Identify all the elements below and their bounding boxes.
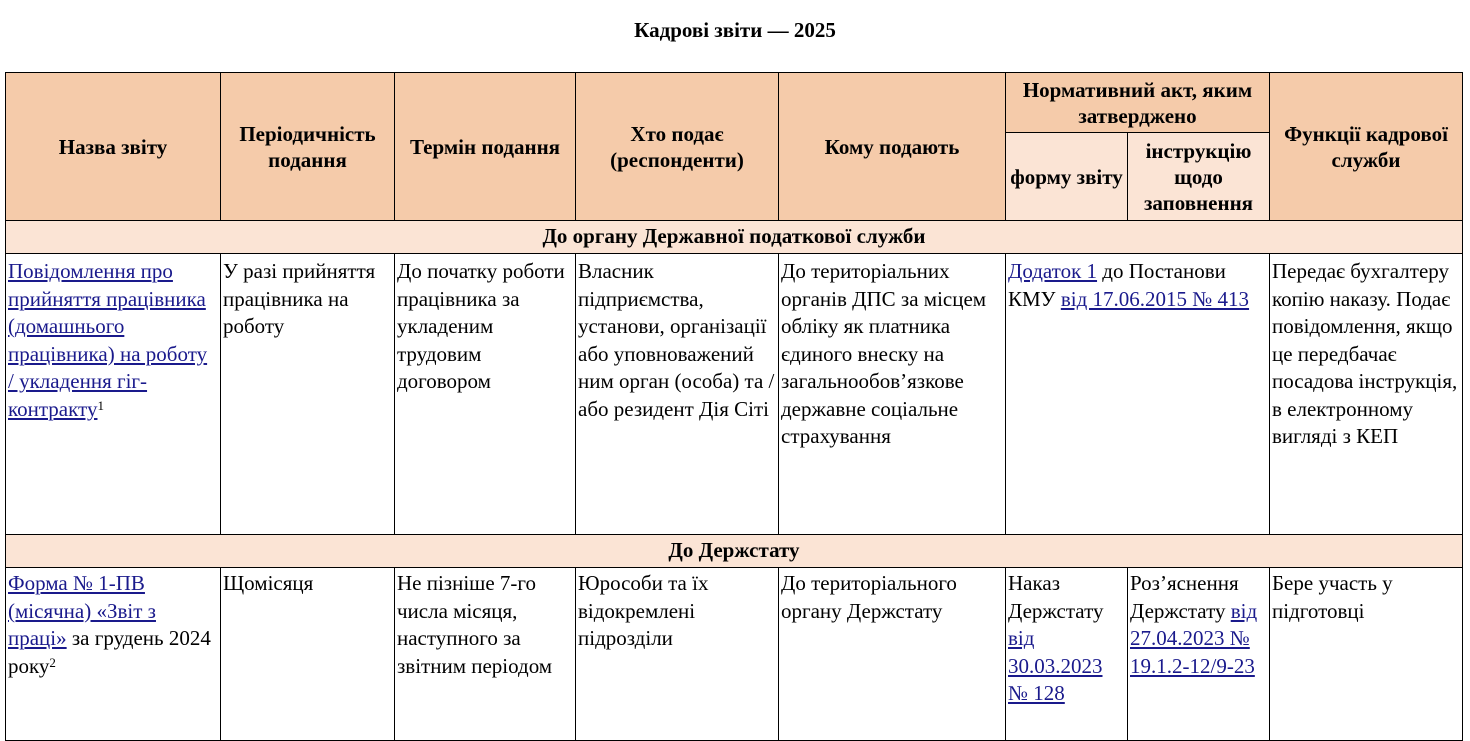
- act-instruction-cell: [1128, 568, 1270, 741]
- order-link[interactable]: від 30.03.2023 № 128: [1008, 626, 1103, 705]
- instruction-text: Роз’яснення Держстату: [1130, 571, 1239, 623]
- report-name-cell: [6, 568, 221, 741]
- act-form-cell: [1006, 568, 1128, 741]
- resolution-link[interactable]: від 17.06.2015 № 413: [1060, 286, 1250, 311]
- page-title: Кадрові звіти — 2025: [634, 18, 836, 42]
- recipient-cell: До територіальних органів ДПС за місцем обліку як платника єдиного внеску на загальнообов’язкове державне соціальне страхування: [779, 254, 1006, 535]
- act-text: до Постанови КМУ: [1008, 259, 1226, 311]
- footnote-marker: 1: [97, 397, 104, 413]
- report-name-link[interactable]: Форма № 1-ПВ (місячна) «Звіт з праці»: [8, 571, 156, 650]
- recipient-cell: До територіального органу Держстату: [779, 568, 1006, 741]
- report-name-cell: [6, 254, 221, 535]
- header-hr-functions: Функції кадрової служби: [1270, 73, 1463, 221]
- report-name-text: за грудень 2024 року: [8, 626, 211, 678]
- appendix-link[interactable]: Додаток 1: [1008, 259, 1098, 283]
- regulatory-act-cell: [1006, 254, 1270, 535]
- header-act-instruction: інструкцію щодо заповнення: [1128, 133, 1270, 221]
- periodicity-cell: Щомісяця: [221, 568, 395, 741]
- table-row: [6, 568, 1463, 741]
- footnote-marker: 2: [49, 654, 56, 670]
- header-report-name: Назва звіту: [6, 73, 221, 221]
- header-act-form: форму звіту: [1006, 133, 1128, 221]
- header-periodicity: Періодичність подання: [221, 73, 395, 221]
- hr-functions-cell: Передає бухгалтеру копію наказу. Подає повідомлення, якщо це передбачає посадова інструкція, в електронному вигляді з КЕП: [1270, 254, 1463, 535]
- section-tax-service: До органу Державної податкової служби: [6, 221, 1463, 254]
- report-name-link[interactable]: Повідомлення про прийняття працівника (домашнього працівника) на роботу / укладення гіг-контракту: [8, 259, 208, 421]
- periodicity-cell: У разі прийняття працівника на роботу: [221, 254, 395, 535]
- hr-functions-cell: Бере участь у підготовці: [1270, 568, 1463, 741]
- respondents-cell: Власник підприємства, установи, організації або уповноважений ним орган (особа) та / або резидент Дія Сіті: [576, 254, 779, 535]
- respondents-cell: Юрособи та їх відокремлені підрозділи: [576, 568, 779, 741]
- header-respondents: Хто подає (респонденти): [576, 73, 779, 221]
- header-regulatory-act: Нормативний акт, яким затверджено: [1006, 73, 1270, 133]
- table-row: [6, 254, 1463, 535]
- section-derzhstat: До Держстату: [6, 535, 1463, 568]
- form-text: Наказ Держстату: [1008, 571, 1104, 623]
- deadline-cell: Не пізніше 7-го числа місяця, наступного за звітним періодом: [395, 568, 576, 741]
- header-recipient: Кому подають: [779, 73, 1006, 221]
- deadline-cell: До початку роботи працівника за укладеним трудовим договором: [395, 254, 576, 535]
- hr-reports-table: [5, 72, 1463, 741]
- header-deadline: Термін подання: [395, 73, 576, 221]
- clarification-link[interactable]: від 27.04.2023 № 19.1.2-12/9-23: [1130, 598, 1258, 678]
